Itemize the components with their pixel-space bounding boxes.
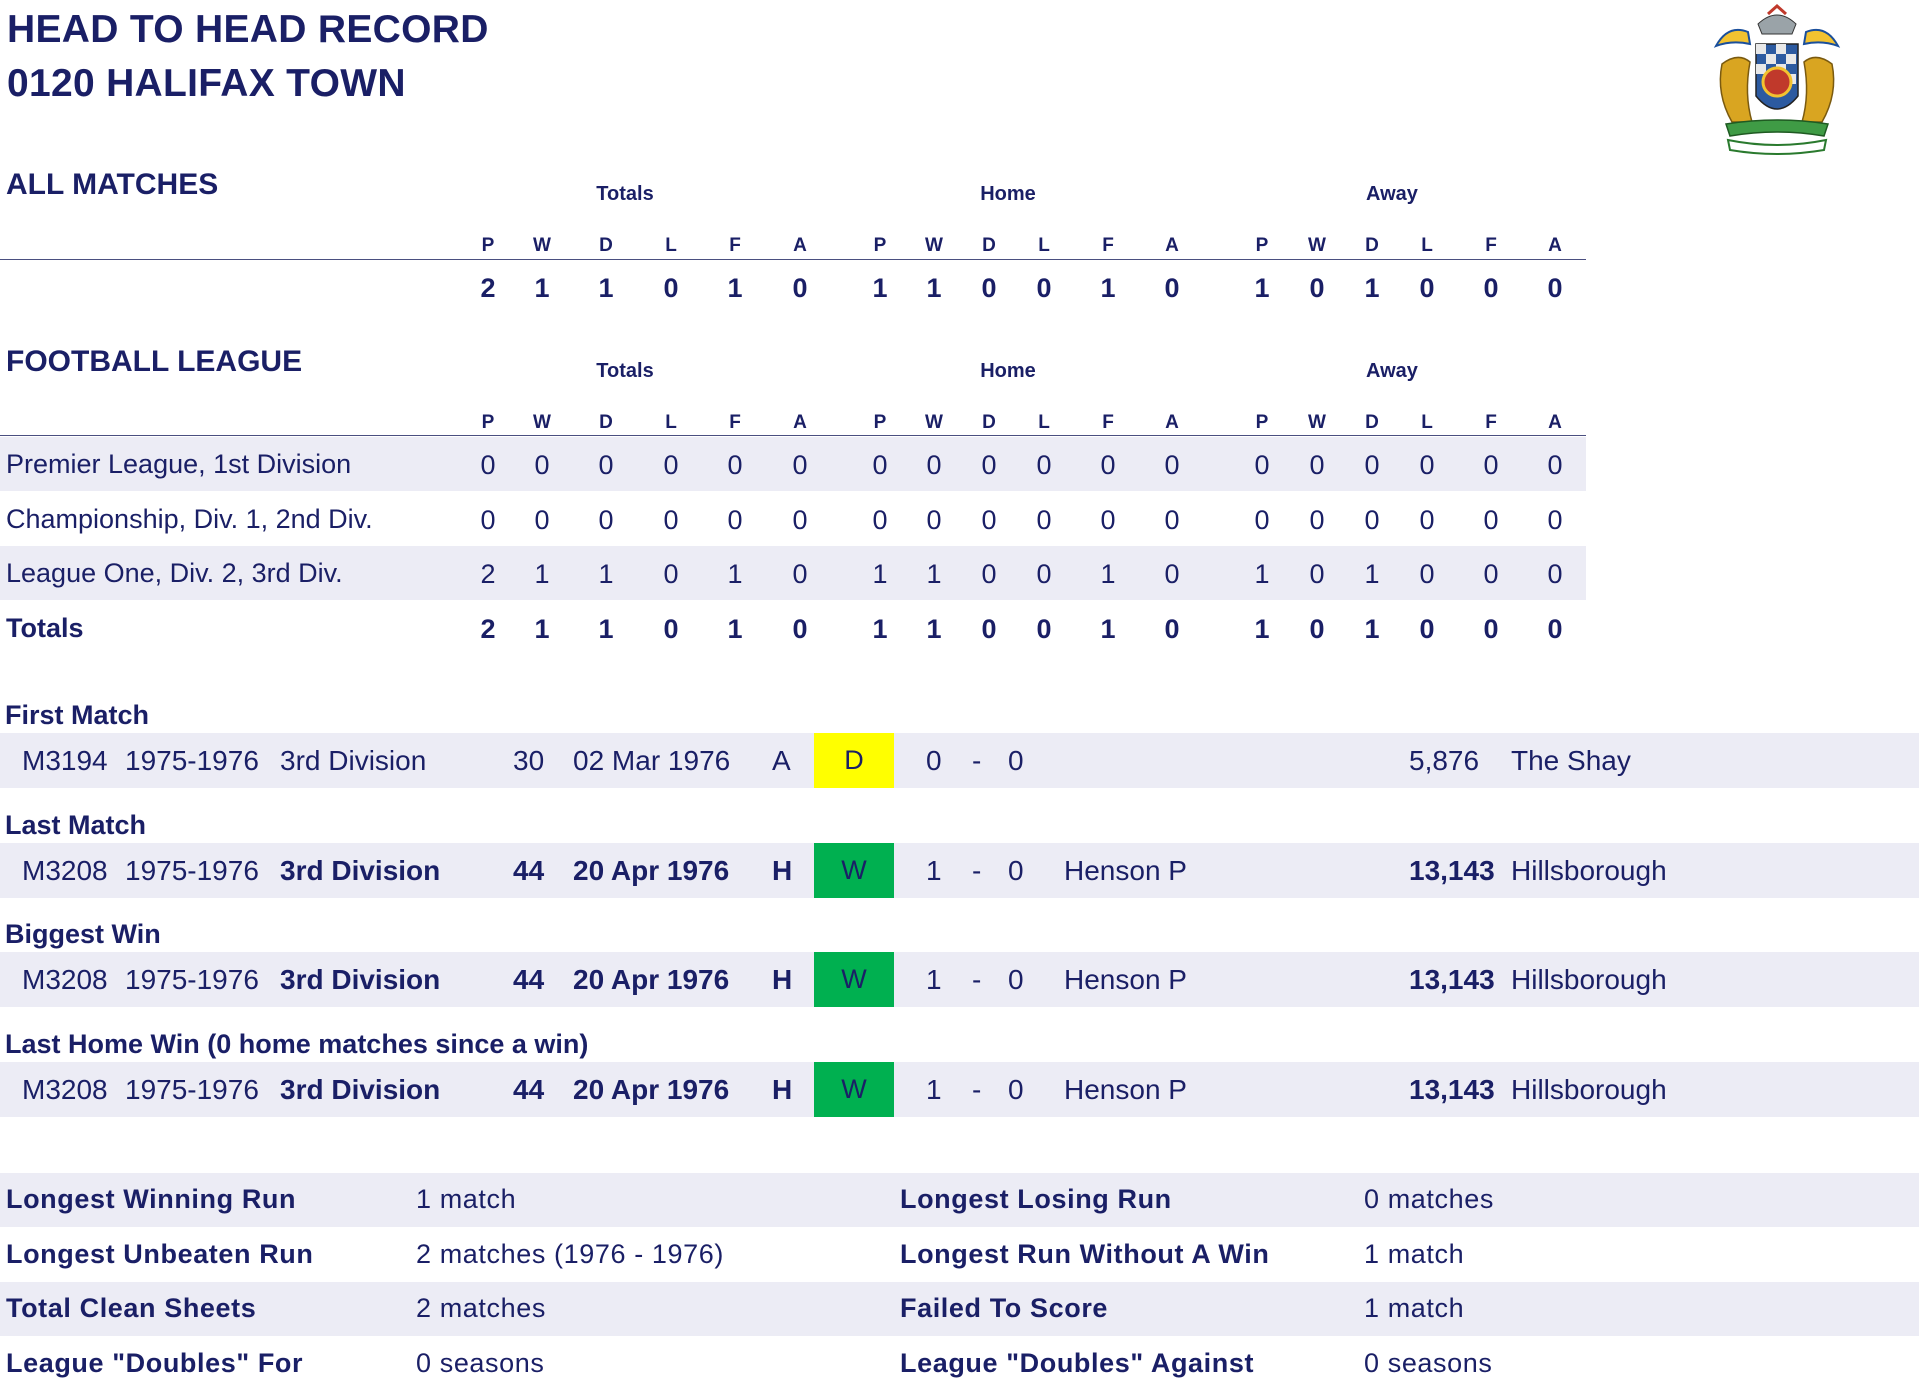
table-cell: 1 bbox=[1364, 559, 1380, 589]
column-header-l: L bbox=[1421, 235, 1433, 256]
column-header-l: L bbox=[1038, 235, 1050, 256]
table-cell: 0 bbox=[1036, 505, 1052, 535]
column-header-p: P bbox=[1255, 412, 1269, 433]
table-cell: 1 bbox=[598, 614, 614, 644]
table-cell: 0 bbox=[792, 614, 808, 644]
stat-label: League "Doubles" For bbox=[6, 1348, 304, 1378]
table-cell: 2 bbox=[480, 273, 496, 303]
match-venue: H bbox=[772, 1074, 793, 1105]
column-header-d: D bbox=[1365, 235, 1379, 256]
table-cell: 1 bbox=[534, 559, 550, 589]
table-cell: 0 bbox=[1309, 450, 1325, 480]
column-header-w: W bbox=[925, 235, 943, 256]
table-cell: 1 bbox=[1254, 614, 1270, 644]
column-header-f: F bbox=[1102, 235, 1114, 256]
match-date: 20 Apr 1976 bbox=[573, 855, 730, 886]
match-division: 3rd Division bbox=[280, 855, 441, 886]
match-ground: The Shay bbox=[1511, 745, 1631, 776]
table-cell: 1 bbox=[926, 614, 942, 644]
match-as: 0 bbox=[1008, 964, 1024, 995]
table-cell: 0 bbox=[1483, 450, 1499, 480]
table-cell: 0 bbox=[1036, 559, 1052, 589]
stat-label: Total Clean Sheets bbox=[6, 1293, 257, 1323]
match-division: 3rd Division bbox=[280, 964, 441, 995]
match-as: 0 bbox=[1008, 855, 1024, 886]
column-header-f: F bbox=[729, 235, 741, 256]
column-header-a: A bbox=[793, 235, 807, 256]
match-num: 44 bbox=[513, 855, 545, 886]
stat-value: 1 match bbox=[1364, 1239, 1465, 1269]
stat-value: 0 seasons bbox=[416, 1348, 545, 1378]
column-header-a: A bbox=[1165, 412, 1179, 433]
table-cell: 0 bbox=[1309, 273, 1325, 303]
table-cell: 0 bbox=[1164, 559, 1180, 589]
column-header-f: F bbox=[1102, 412, 1114, 433]
table-cell: 0 bbox=[792, 450, 808, 480]
table-cell: 2 bbox=[480, 614, 496, 644]
table-cell: 0 bbox=[792, 505, 808, 535]
match-ground: Hillsborough bbox=[1511, 1074, 1667, 1105]
match-code: M3208 bbox=[22, 1074, 108, 1105]
match-num: 44 bbox=[513, 964, 545, 995]
column-header-f: F bbox=[1485, 235, 1497, 256]
table-cell: 0 bbox=[981, 559, 997, 589]
match-hs: 1 bbox=[926, 964, 942, 995]
group-totals: Totals bbox=[596, 360, 654, 382]
column-header-p: P bbox=[481, 235, 495, 256]
table-cell: 1 bbox=[872, 559, 888, 589]
match-division: 3rd Division bbox=[280, 1074, 441, 1105]
table-cell: 1 bbox=[872, 273, 888, 303]
stat-value: 1 match bbox=[416, 1184, 517, 1214]
column-header-l: L bbox=[665, 235, 677, 256]
table-cell: 0 bbox=[926, 505, 942, 535]
column-header-w: W bbox=[1308, 235, 1326, 256]
table-cell: 0 bbox=[1164, 450, 1180, 480]
table-cell: 0 bbox=[1419, 559, 1435, 589]
table-cell: 1 bbox=[1254, 273, 1270, 303]
match-venue: H bbox=[772, 964, 793, 995]
table-cell: 0 bbox=[663, 450, 679, 480]
club-crest-icon bbox=[1698, 4, 1856, 156]
table-cell: 1 bbox=[727, 559, 743, 589]
table-cell: 1 bbox=[1364, 614, 1380, 644]
table-cell: 0 bbox=[1483, 273, 1499, 303]
match-venue: A bbox=[772, 745, 791, 776]
column-header-f: F bbox=[729, 412, 741, 433]
table-cell: 0 bbox=[1483, 505, 1499, 535]
match-dash: - bbox=[972, 855, 982, 886]
stat-label: Failed To Score bbox=[900, 1293, 1109, 1323]
result-badge: W bbox=[814, 1062, 894, 1117]
match-attendance: 5,876 bbox=[1409, 745, 1480, 776]
match-season: 1975-1976 bbox=[125, 745, 259, 776]
match-as: 0 bbox=[1008, 745, 1024, 776]
table-cell: 0 bbox=[1309, 505, 1325, 535]
table-cell: 0 bbox=[598, 505, 614, 535]
match-row bbox=[0, 1062, 1919, 1117]
table-cell: 0 bbox=[1036, 614, 1052, 644]
column-header-d: D bbox=[1365, 412, 1379, 433]
match-date: 20 Apr 1976 bbox=[573, 964, 730, 995]
group-home: Home bbox=[980, 183, 1036, 205]
table-cell: 0 bbox=[1364, 450, 1380, 480]
stat-value: 0 matches bbox=[1364, 1184, 1494, 1214]
table-cell: 0 bbox=[1419, 505, 1435, 535]
table-cell: 0 bbox=[981, 505, 997, 535]
column-header-p: P bbox=[873, 412, 887, 433]
table-cell: 0 bbox=[1547, 505, 1563, 535]
match-date: 02 Mar 1976 bbox=[573, 745, 731, 776]
stat-label: Longest Losing Run bbox=[900, 1184, 1172, 1214]
column-header-w: W bbox=[533, 235, 551, 256]
table-cell: 0 bbox=[1419, 273, 1435, 303]
table-cell: 0 bbox=[1309, 614, 1325, 644]
stat-value: 1 match bbox=[1364, 1293, 1465, 1323]
table-cell: 0 bbox=[727, 505, 743, 535]
column-header-a: A bbox=[1165, 235, 1179, 256]
table-cell: 0 bbox=[598, 450, 614, 480]
match-code: M3208 bbox=[22, 855, 108, 886]
table-cell: 0 bbox=[1036, 450, 1052, 480]
table-cell: 0 bbox=[1164, 505, 1180, 535]
column-header-l: L bbox=[665, 412, 677, 433]
table-cell: 0 bbox=[1547, 614, 1563, 644]
column-header-p: P bbox=[873, 235, 887, 256]
table-cell: 0 bbox=[981, 450, 997, 480]
table-cell: 0 bbox=[663, 559, 679, 589]
match-row bbox=[0, 843, 1919, 898]
match-hs: 0 bbox=[926, 745, 942, 776]
table-cell: 0 bbox=[1100, 505, 1116, 535]
stat-value: 2 matches bbox=[416, 1293, 546, 1323]
group-away: Away bbox=[1366, 360, 1418, 382]
table-cell: 1 bbox=[926, 273, 942, 303]
table-cell: 0 bbox=[727, 450, 743, 480]
match-heading: First Match bbox=[5, 700, 150, 730]
table-cell: 1 bbox=[1100, 273, 1116, 303]
column-header-l: L bbox=[1038, 412, 1050, 433]
table-cell: 0 bbox=[1419, 450, 1435, 480]
row-label-league-one: League One, Div. 2, 3rd Div. bbox=[6, 558, 343, 588]
stat-label: League "Doubles" Against bbox=[900, 1348, 1255, 1378]
match-season: 1975-1976 bbox=[125, 855, 259, 886]
match-as: 0 bbox=[1008, 1074, 1024, 1105]
table-cell: 0 bbox=[1364, 505, 1380, 535]
row-label-premier-league: Premier League, 1st Division bbox=[6, 449, 352, 479]
match-dash: - bbox=[972, 745, 982, 776]
match-scorer: Henson P bbox=[1064, 855, 1187, 886]
stat-label: Longest Run Without A Win bbox=[900, 1239, 1270, 1269]
match-scorer: Henson P bbox=[1064, 964, 1187, 995]
table-cell: 0 bbox=[1254, 450, 1270, 480]
table-cell: 1 bbox=[534, 273, 550, 303]
divider bbox=[0, 435, 1586, 436]
column-header-d: D bbox=[599, 235, 613, 256]
group-home: Home bbox=[980, 360, 1036, 382]
match-code: M3208 bbox=[22, 964, 108, 995]
table-cell: 0 bbox=[1100, 450, 1116, 480]
match-division: 3rd Division bbox=[280, 745, 427, 776]
table-cell: 1 bbox=[926, 559, 942, 589]
table-cell: 0 bbox=[480, 450, 496, 480]
group-away: Away bbox=[1366, 183, 1418, 205]
match-heading: Last Match bbox=[5, 810, 147, 840]
table-cell: 0 bbox=[1254, 505, 1270, 535]
table-cell: 1 bbox=[727, 273, 743, 303]
match-ground: Hillsborough bbox=[1511, 855, 1667, 886]
match-code: M3194 bbox=[22, 745, 108, 776]
column-header-w: W bbox=[1308, 412, 1326, 433]
table-cell: 1 bbox=[1254, 559, 1270, 589]
column-header-a: A bbox=[793, 412, 807, 433]
table-cell: 0 bbox=[534, 450, 550, 480]
table-cell: 1 bbox=[872, 614, 888, 644]
team-name: 0120 HALIFAX TOWN bbox=[7, 62, 406, 105]
match-num: 44 bbox=[513, 1074, 545, 1105]
all-matches-heading: ALL MATCHES bbox=[6, 168, 219, 201]
table-cell: 1 bbox=[1100, 614, 1116, 644]
column-header-p: P bbox=[1255, 235, 1269, 256]
column-header-d: D bbox=[599, 412, 613, 433]
column-header-d: D bbox=[982, 235, 996, 256]
table-cell: 0 bbox=[663, 273, 679, 303]
column-header-f: F bbox=[1485, 412, 1497, 433]
table-cell: 1 bbox=[1100, 559, 1116, 589]
table-cell: 0 bbox=[872, 505, 888, 535]
table-cell: 1 bbox=[598, 273, 614, 303]
result-badge: D bbox=[814, 733, 894, 788]
table-cell: 1 bbox=[1364, 273, 1380, 303]
table-cell: 0 bbox=[981, 273, 997, 303]
result-badge: W bbox=[814, 843, 894, 898]
table-cell: 0 bbox=[1309, 559, 1325, 589]
table-cell: 0 bbox=[663, 614, 679, 644]
stat-label: Longest Unbeaten Run bbox=[6, 1239, 314, 1269]
table-cell: 0 bbox=[663, 505, 679, 535]
match-scorer: Henson P bbox=[1064, 1074, 1187, 1105]
match-attendance: 13,143 bbox=[1409, 1074, 1495, 1105]
table-cell: 0 bbox=[1547, 273, 1563, 303]
table-cell: 0 bbox=[792, 273, 808, 303]
football-league-heading: FOOTBALL LEAGUE bbox=[6, 345, 303, 378]
table-cell: 0 bbox=[1547, 450, 1563, 480]
column-header-p: P bbox=[481, 412, 495, 433]
column-header-w: W bbox=[925, 412, 943, 433]
table-cell: 0 bbox=[1483, 614, 1499, 644]
table-cell: 0 bbox=[872, 450, 888, 480]
match-heading: Biggest Win bbox=[5, 919, 161, 949]
match-season: 1975-1976 bbox=[125, 964, 259, 995]
column-header-l: L bbox=[1421, 412, 1433, 433]
column-header-a: A bbox=[1548, 412, 1562, 433]
match-attendance: 13,143 bbox=[1409, 855, 1495, 886]
column-header-w: W bbox=[533, 412, 551, 433]
page-title: HEAD TO HEAD RECORD bbox=[7, 8, 489, 51]
match-ground: Hillsborough bbox=[1511, 964, 1667, 995]
row-label-totals: Totals bbox=[6, 613, 84, 643]
table-cell: 0 bbox=[1036, 273, 1052, 303]
table-cell: 0 bbox=[981, 614, 997, 644]
table-cell: 0 bbox=[534, 505, 550, 535]
table-cell: 0 bbox=[1547, 559, 1563, 589]
match-row bbox=[0, 952, 1919, 1007]
match-row bbox=[0, 733, 1919, 788]
table-cell: 1 bbox=[534, 614, 550, 644]
stat-label: Longest Winning Run bbox=[6, 1184, 297, 1214]
group-totals: Totals bbox=[596, 183, 654, 205]
column-header-a: A bbox=[1548, 235, 1562, 256]
match-hs: 1 bbox=[926, 855, 942, 886]
table-cell: 0 bbox=[1164, 273, 1180, 303]
table-cell: 1 bbox=[598, 559, 614, 589]
match-date: 20 Apr 1976 bbox=[573, 1074, 730, 1105]
table-cell: 0 bbox=[1164, 614, 1180, 644]
column-header-d: D bbox=[982, 412, 996, 433]
match-season: 1975-1976 bbox=[125, 1074, 259, 1105]
match-heading: Last Home Win (0 home matches since a win) bbox=[5, 1029, 589, 1059]
result-badge: W bbox=[814, 952, 894, 1007]
match-hs: 1 bbox=[926, 1074, 942, 1105]
table-cell: 0 bbox=[1483, 559, 1499, 589]
stat-value: 0 seasons bbox=[1364, 1348, 1493, 1378]
table-cell: 0 bbox=[792, 559, 808, 589]
table-cell: 0 bbox=[480, 505, 496, 535]
match-dash: - bbox=[972, 964, 982, 995]
match-num: 30 bbox=[513, 745, 545, 776]
table-cell: 1 bbox=[727, 614, 743, 644]
match-dash: - bbox=[972, 1074, 982, 1105]
row-label-championship: Championship, Div. 1, 2nd Div. bbox=[6, 504, 373, 534]
match-venue: H bbox=[772, 855, 793, 886]
table-cell: 0 bbox=[1419, 614, 1435, 644]
match-attendance: 13,143 bbox=[1409, 964, 1495, 995]
table-cell: 2 bbox=[480, 559, 496, 589]
divider bbox=[0, 259, 1586, 260]
stat-value: 2 matches (1976 - 1976) bbox=[416, 1239, 724, 1269]
table-cell: 0 bbox=[926, 450, 942, 480]
